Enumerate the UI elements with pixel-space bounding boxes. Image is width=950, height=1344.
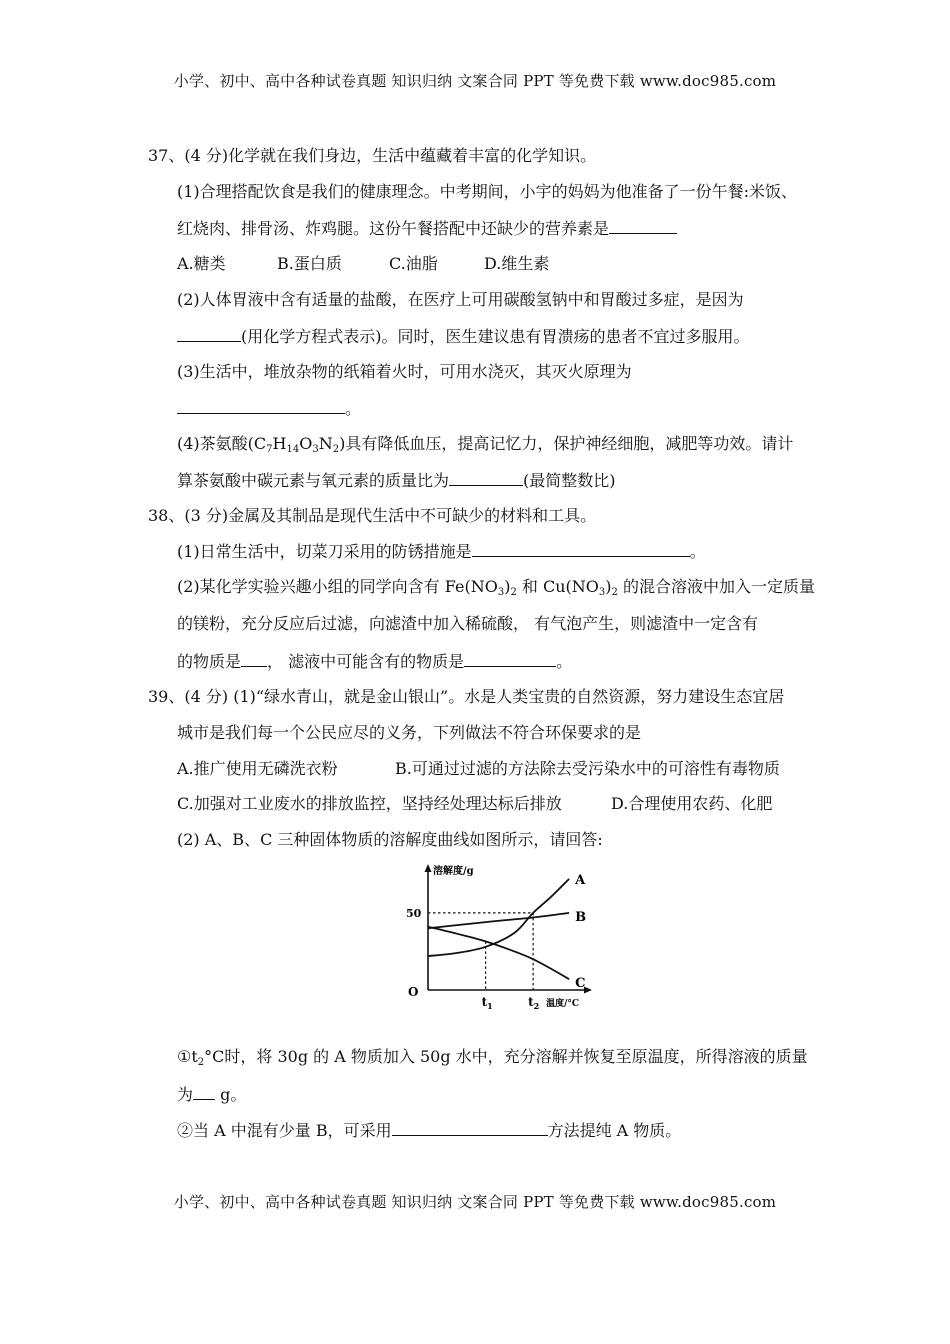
- sub2-b: 方法提纯 A 物质。: [547, 1121, 682, 1140]
- x-tick-t2: [528, 995, 539, 1010]
- q38-title: 38、(3 分)金属及其制品是现代生活中不可缺少的材料和工具。: [148, 506, 597, 525]
- t1-main: t: [481, 995, 488, 1009]
- formula-o: O: [299, 434, 313, 453]
- q39-options-row2: [177, 794, 772, 814]
- q38-part2-line3: [177, 651, 572, 672]
- q37-part4-line2: [177, 470, 616, 491]
- q37-part2-line2-text: (用化学方程式表示)。同时，医生建议患有胃溃疡的患者不宜过多服用。: [241, 327, 750, 346]
- q37-part4-post: )具有降低血压，提高记忆力，保护神经细胞，减肥等功效。请计: [339, 434, 794, 453]
- q38-line3-a: 的物质是: [177, 652, 242, 671]
- q38-text-c: 和 Cu(NO: [516, 577, 599, 596]
- origin-label: O: [408, 985, 419, 999]
- q37-part3-end: 。: [345, 399, 362, 418]
- curve-label-b: B: [575, 909, 587, 925]
- answer-blank[interactable]: [177, 326, 241, 342]
- curve-c: [428, 927, 569, 979]
- option-d[interactable]: D.维生素: [484, 254, 550, 273]
- option-b[interactable]: B.蛋白质: [277, 254, 342, 273]
- q37-part1-line2-text: 红烧肉、排骨汤、炸鸡腿。这份午餐搭配中还缺少的营养素是: [177, 219, 610, 238]
- t2-main: t: [528, 995, 534, 1009]
- t1-sub: 1: [487, 1001, 493, 1010]
- q38-part2-line1: [177, 577, 815, 597]
- y-axis-label: 溶解度/g: [433, 866, 474, 877]
- solubility-chart: [402, 862, 602, 1010]
- q38-part1: [177, 541, 706, 562]
- q38-text-b: ): [504, 577, 511, 596]
- q37-part3-line1: (3)生活中，堆放杂物的纸箱着火时，可用水浇灭，其灭火原理为: [177, 362, 632, 381]
- q38-text-a: (2)某化学实验兴趣小组的同学向含有 Fe(NO: [177, 577, 498, 596]
- q39-part2-intro: (2) A、B、C 三种固体物质的溶解度曲线如图所示，请回答:: [177, 830, 603, 849]
- sub-2: 2: [510, 587, 517, 598]
- t2-sub: 2: [533, 1001, 540, 1010]
- answer-blank[interactable]: [449, 470, 523, 486]
- q37-part2-line2: [177, 326, 750, 347]
- answer-blank[interactable]: [241, 651, 267, 667]
- formula-o-sub: 3: [312, 444, 319, 455]
- q37-part1-line1: (1)合理搭配饮食是我们的健康理念。中考期间，小宇的妈妈为他准备了一份午餐:米饭、: [177, 182, 798, 201]
- curve-a: [428, 879, 569, 956]
- option-c[interactable]: C.加强对工业废水的排放监控，坚持经处理达标后排放: [177, 794, 562, 813]
- answer-blank[interactable]: [472, 541, 690, 557]
- answer-blank[interactable]: [392, 1120, 548, 1136]
- page-header: 小学、初中、高中各种试卷真题 知识归纳 文案合同 PPT 等免费下载 www.doc985.com: [173, 72, 777, 90]
- q39-sub1-line1: [177, 1047, 808, 1067]
- formula-c-sub: 7: [266, 444, 273, 455]
- sub1-l2-b: g。: [215, 1085, 247, 1104]
- formula-n-sub: 2: [332, 444, 340, 455]
- page-footer: 小学、初中、高中各种试卷真题 知识归纳 文案合同 PPT 等免费下载 www.doc985.com: [173, 1193, 777, 1211]
- q37-part4-line1: [177, 434, 793, 454]
- sub-2: 2: [611, 587, 618, 598]
- q37-part2-line1: (2)人体胃液中含有适量的盐酸，在医疗上可用碳酸氢钠中和胃酸过多症，是因为: [177, 290, 744, 309]
- q38-text-e: 的混合溶液中加入一定质量: [617, 577, 815, 596]
- sub1-l2-a: 为: [177, 1085, 194, 1104]
- sub1-sub: 2: [197, 1057, 205, 1068]
- q38-part1-end: 。: [689, 542, 706, 561]
- q37-part4-pre: (4)茶氨酸(C: [177, 434, 267, 453]
- x-tick-t1: [482, 995, 493, 1010]
- q38-part1-pre: (1)日常生活中，切菜刀采用的防锈措施是: [177, 542, 472, 561]
- y-tick-50: 50: [406, 906, 422, 920]
- q37-part4-line2-pre: 算茶氨酸中碳元素与氧元素的质量比为: [177, 471, 450, 490]
- answer-blank[interactable]: [609, 218, 677, 234]
- q39-title: 39、(4 分) (1)“绿水青山，就是金山银山”。水是人类宝贵的自然资源，努力建设生态宜居: [148, 687, 785, 706]
- sub1-a: ①t: [177, 1047, 198, 1066]
- q37-title: 37、(4 分)化学就在我们身边，生活中蕴藏着丰富的化学知识。: [148, 146, 597, 165]
- y-axis-arrow: [425, 864, 432, 872]
- sub-3: 3: [598, 587, 606, 598]
- option-d[interactable]: D.合理使用农药、化肥: [611, 794, 773, 813]
- answer-blank[interactable]: [464, 651, 556, 667]
- q37-part4-line2-post: (最简整数比): [523, 471, 616, 490]
- answer-blank[interactable]: [193, 1084, 215, 1100]
- formula-h-sub: 14: [286, 444, 300, 455]
- q38-line3-end: 。: [556, 652, 573, 671]
- answer-blank[interactable]: [177, 398, 345, 414]
- q38-line3-b: ， 滤液中可能含有的物质是: [267, 652, 465, 671]
- formula-n: N: [318, 434, 333, 453]
- curve-label-a: A: [575, 872, 586, 888]
- curve-label-c: C: [575, 976, 586, 992]
- q38-part2-line2: 的镁粉，充分反应后过滤，向滤渣中加入稀硫酸， 有气泡产生，则滤渣中一定含有: [177, 614, 759, 633]
- q39-sub1-line2: [177, 1084, 246, 1105]
- option-a[interactable]: A.推广使用无磷洗衣粉: [177, 759, 338, 778]
- option-c[interactable]: C.油脂: [389, 254, 438, 273]
- curve-b: [428, 913, 569, 928]
- q38-text-d: ): [605, 577, 612, 596]
- q39-sub2: [177, 1120, 681, 1141]
- sub-3: 3: [497, 587, 505, 598]
- sub1-b: °C时，将 30g 的 A 物质加入 50g 水中，充分溶解并恢复至原温度，所得溶液的质量: [204, 1047, 808, 1066]
- q39-options-row1: [177, 759, 780, 779]
- q37-part1-line2: [177, 218, 677, 239]
- option-a[interactable]: A.糖类: [177, 254, 226, 273]
- option-b[interactable]: B.可通过过滤的方法除去受污染水中的可溶性有毒物质: [395, 759, 780, 778]
- formula-h: H: [272, 434, 287, 453]
- q37-options: [177, 254, 549, 274]
- sub2-a: ②当 A 中混有少量 B，可采用: [177, 1121, 392, 1140]
- x-axis-label: 温度/°C: [546, 999, 580, 1009]
- q37-part3-line2: [177, 398, 361, 419]
- q39-line2: 城市是我们每一个公民应尽的义务，下列做法不符合环保要求的是: [177, 723, 642, 742]
